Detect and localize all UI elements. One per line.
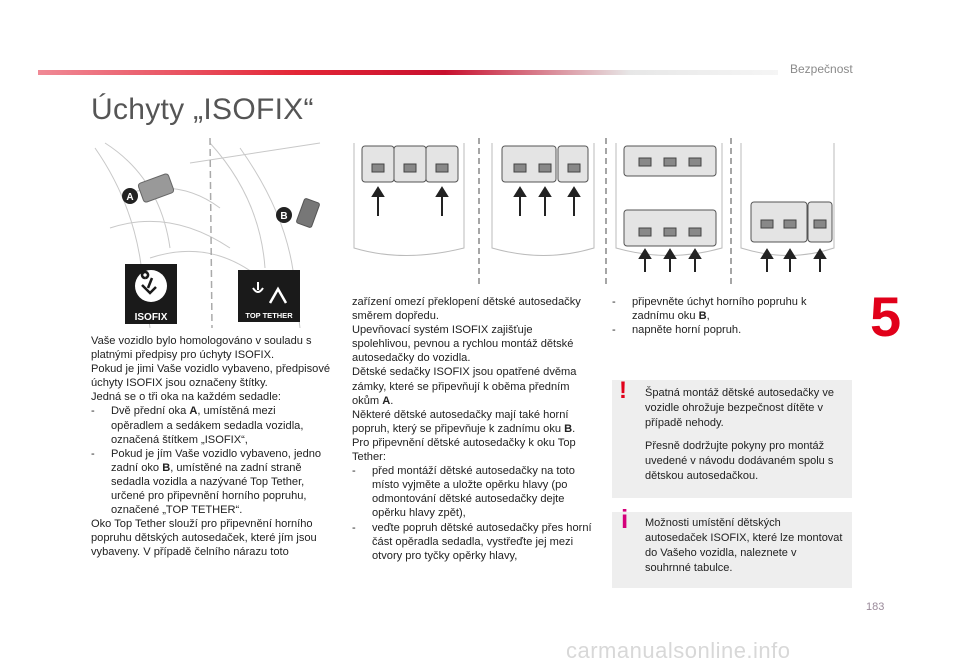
- list-item: - napněte horní popruh.: [612, 323, 842, 337]
- anchor-label-b: B: [280, 211, 288, 222]
- list-item: - připevněte úchyt horního popruhu k zadnímu oku B,: [612, 295, 842, 323]
- paragraph: Oko Top Tether slouží pro připevnění horního popruhu dětských autosedaček, které jím jsou vybaveny. V případě čelního nárazu toto: [91, 518, 317, 559]
- warning-box: [612, 377, 852, 498]
- paragraph: Dětské sedačky ISOFIX jsou opatřené dvěma zámky, které se připevňují k oběma předním okům A.: [352, 366, 577, 407]
- seat-configuration-diagrams: [344, 138, 844, 288]
- page-number: 183: [866, 601, 885, 613]
- paragraph: Vaše vozidlo bylo homologováno v souladu s platnými předpisy pro úchyty ISOFIX.: [91, 335, 312, 362]
- list-item: - veďte popruh dětské autosedačky přes horní část opěradla sedadla, vystřeďte jej mezi otvory pro tyčky opěrky hlavy,: [352, 521, 592, 563]
- warning-text: Špatná montáž dětské autosedačky ve vozidle ohrožuje bezpečnost dítěte v případě nehody.: [645, 387, 834, 429]
- paragraph: zařízení omezí překlopení dětské autosedačky směrem dopředu.: [352, 296, 581, 323]
- section-title: Bezpečnost: [790, 62, 853, 76]
- paragraph: Pokud je jimi Vaše vozidlo vybaveno, předpisové úchyty ISOFIX jsou označeny štítky.: [91, 363, 331, 390]
- header-accent-bar: [38, 70, 778, 75]
- paragraph: Pro připevnění dětské autosedačky k oku Top Tether:: [352, 436, 576, 464]
- list-item: - Pokud je jím Vaše vozidlo vybaveno, jedno zadní oko B, umístěné na zadní straně sedadla vozidla a nazývané Top Tether, určené pro připevnění horního popruhu, označené „TOP TETHER“.: [91, 447, 331, 517]
- info-box: [612, 504, 852, 588]
- top-tether-badge-text: TOP TETHER: [245, 311, 293, 320]
- page-title: Úchyty „ISOFIX“: [91, 93, 314, 126]
- tether-steps-list-continued: [612, 295, 842, 337]
- isofix-badge-text: ISOFIX: [134, 312, 168, 323]
- list-item: - před montáží dětské autosedačky na toto místo vyjměte a uložte opěrku hlavy (po odmontování dětské autosedačky dejte opěrku hlavy zpět),: [352, 464, 592, 520]
- anchor-list: [91, 404, 331, 517]
- warning-icon: !: [619, 377, 627, 404]
- text-column-2: [352, 295, 592, 563]
- watermark: carmanualsonline.info: [566, 638, 791, 663]
- text-column-1: [91, 334, 331, 560]
- paragraph: Upevňovací systém ISOFIX zajišťuje spolehlivou, pevnou a rychlou montáž dětské autosedačky do vozidla.: [352, 324, 574, 365]
- info-text: Možnosti umístění dětských autosedaček ISOFIX, které lze montovat do Vašeho vozidla, naleznete v souhrnné tabulce.: [645, 517, 843, 574]
- anchor-label-a: A: [126, 192, 134, 203]
- paragraph: Některé dětské autosedačky mají také horní popruh, který se připevňuje k zadnímu oku B.: [352, 408, 576, 435]
- info-icon: i: [621, 504, 629, 534]
- chapter-number: 5: [870, 285, 902, 348]
- paragraph: Jedná se o tři oka na každém sedadle:: [91, 391, 281, 404]
- seat-anchor-illustration: [90, 138, 330, 328]
- text-column-3: [612, 295, 842, 337]
- warning-text: Přesně dodržujte pokyny pro montáž uvedené v návodu dodávaném spolu s dětskou autosedačkou.: [645, 440, 834, 482]
- list-item: - Dvě přední oka A, umístěná mezi opěradlem a sedákem sedadla vozidla, označená štítkem „ISOFIX“,: [91, 404, 331, 446]
- tether-steps-list: [352, 464, 592, 563]
